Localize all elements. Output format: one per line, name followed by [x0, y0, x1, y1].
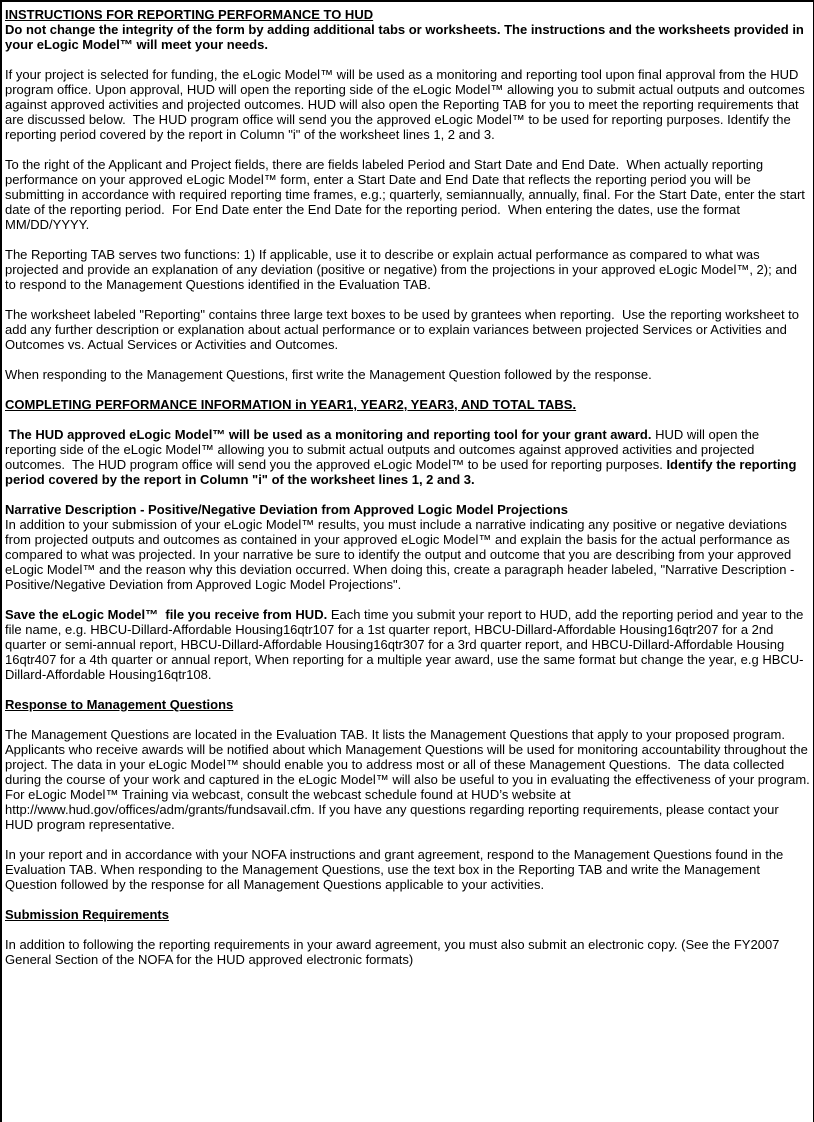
instructions-document	[2, 2, 813, 967]
paragraph	[5, 22, 810, 52]
heading-text: Response to Management Questions	[5, 697, 234, 712]
body-text: In your report and in accordance with your NOFA instructions and grant agreement, respond to the Management Questions found in the Evaluation TAB. When responding to the Management Questions, use the text box in the Reporting TAB and write the Management Question followed by the response for all Management Questions applicable to your activities.	[5, 847, 787, 892]
body-text: If your project is selected for funding, the eLogic Model™ will be used as a monitoring and reporting tool upon final approval from the HUD program office. Upon approval, HUD will open the reporting side of the eLogic Model™ allowing you to submit actual outputs and outcomes against approved activities and projected outcomes. HUD will also open the Reporting TAB for you to meet the reporting requirements that are discussed below. The HUD program office will send you the approved eLogic Model™ to be used for reporting purposes. Identify the reporting period covered by the report in Column "i" of the worksheet lines 1, 2 and 3.	[5, 67, 809, 142]
paragraph	[5, 427, 810, 487]
blank-line	[5, 232, 810, 247]
heading-text: COMPLETING PERFORMANCE INFORMATION in YEAR1, YEAR2, YEAR3, AND TOTAL TABS.	[5, 397, 577, 412]
body-text: In addition to your submission of your eLogic Model™ results, you must include a narrative indicating any positive or negative deviations from projected outputs and outcomes as contained in your approved eLogic Model™ and explain the basis for the actual performance as compared to what was projected. In your narrative be sure to identify the output and outcome that you are describing from your approved eLogic Model™ and the reason why this deviation occurred. When doing this, create a paragraph header labeled, "Narrative Description - Positive/Negative Deviation from Approved Logic Model Projections".	[5, 517, 799, 592]
blank-line	[5, 892, 810, 907]
heading-text: INSTRUCTIONS FOR REPORTING PERFORMANCE TO HUD	[5, 7, 374, 22]
blank-line	[5, 352, 810, 367]
blank-line	[5, 292, 810, 307]
body-text: In addition to following the reporting requirements in your award agreement, you must also submit an electronic copy. (See the FY2007 General Section of the NOFA for the HUD approved electronic formats)	[5, 937, 784, 967]
paragraph	[5, 517, 810, 592]
body-text: The Management Questions are located in the Evaluation TAB. It lists the Management Questions that apply to your proposed program. Applicants who receive awards will be notified about which Management Questions will be used for monitoring accountability throughout the project. The data in your eLogic Model™ should enable you to address most or all of these Management Questions. The data collected during the course of your work and captured in the eLogic Model™ will also be useful to you in evaluating the effectiveness of your program. For eLogic Model™ Training via webcast, consult the webcast schedule found at HUD’s website at http://www.hud.gov/offices/adm/grants/fundsavail.cfm. If you have any questions regarding reporting requirements, please contact your HUD program representative.	[5, 727, 814, 832]
blank-line	[5, 682, 810, 697]
blank-line	[5, 412, 810, 427]
bold-text: Save the eLogic Model™ file you receive from HUD.	[5, 607, 328, 622]
body-text: When responding to the Management Questions, first write the Management Question followed by the response.	[5, 367, 652, 382]
body-text: To the right of the Applicant and Project fields, there are fields labeled Period and Start Date and End Date. When actually reporting performance on your approved eLogic Model™ form, enter a Start Date and End Date that reflects the reporting period you will be submitting in accordance with required reporting time frames, e.g.; quarterly, semiannually, annually, final. For the Start Date, enter the start date of the reporting period. For End Date enter the End Date for the reporting period. When entering the dates, use the format MM/DD/YYYY.	[5, 157, 809, 232]
paragraph	[5, 502, 810, 517]
section-heading	[5, 7, 810, 22]
paragraph	[5, 247, 810, 292]
blank-line	[5, 592, 810, 607]
bold-text: Identify the reporting period covered by the report in Column "i" of the worksheet lines 1, 2 and 3.	[5, 457, 801, 487]
bold-text: The HUD approved eLogic Model™ will be used as a monitoring and reporting tool for your grant award.	[5, 427, 652, 442]
paragraph	[5, 727, 814, 832]
paragraph	[5, 607, 810, 682]
blank-line	[5, 922, 810, 937]
body-text: HUD will open the reporting side of the eLogic Model™ allowing you to submit actual outputs and outcomes against approved activities and projected outcomes. The HUD program office will send you the approved eLogic Model™ to be used for reporting purposes.	[5, 427, 763, 472]
section-heading	[5, 397, 810, 412]
heading-text: Submission Requirements	[5, 907, 169, 922]
paragraph	[5, 67, 810, 142]
paragraph	[5, 307, 810, 352]
bold-text: Do not change the integrity of the form by adding additional tabs or worksheets. The instructions and the worksheets provided in your eLogic Model™ will meet your needs.	[5, 22, 808, 52]
blank-line	[5, 142, 810, 157]
paragraph	[5, 937, 810, 967]
paragraph	[5, 367, 810, 382]
blank-line	[5, 52, 810, 67]
section-heading	[5, 697, 810, 712]
blank-line	[5, 382, 810, 397]
body-text: The Reporting TAB serves two functions: 1) If applicable, use it to describe or explain actual performance as compared to what was projected and provide an explanation of any deviation (positive or negative) from the projections in your approved eLogic Model™, 2); and to respond to the Management Questions identified in the Evaluation TAB.	[5, 247, 801, 292]
blank-line	[5, 712, 810, 727]
blank-line	[5, 832, 810, 847]
paragraph	[5, 847, 810, 892]
paragraph	[5, 157, 810, 232]
body-text: Each time you submit your report to HUD, add the reporting period and year to the file name, e.g. HBCU-Dillard-Affordable Housing16qtr107 for a 1st quarter report, HBCU-Dillard-Affordable Housing16qtr207 for a 2nd quarter or semi-annual report, HBCU-Dillard-Affordable Housing16qtr307 for a 3rd quarter report, and HBCU-Dillard-Affordable Housing 16qtr407 for a 4th quarter or annual report, When reporting for a multiple year award, use the same format but change the year, e.g HBCU-Dillard-Affordable Housing16qtr108.	[5, 607, 808, 682]
body-text: The worksheet labeled "Reporting" contains three large text boxes to be used by grantees when reporting. Use the reporting worksheet to add any further description or explanation about actual performance or to explain variances between projected Services or Activities and Outcomes vs. Actual Services or Activities and Outcomes.	[5, 307, 803, 352]
section-heading	[5, 907, 810, 922]
bold-text: Narrative Description - Positive/Negative Deviation from Approved Logic Model Projections	[5, 502, 568, 517]
blank-line	[5, 487, 810, 502]
